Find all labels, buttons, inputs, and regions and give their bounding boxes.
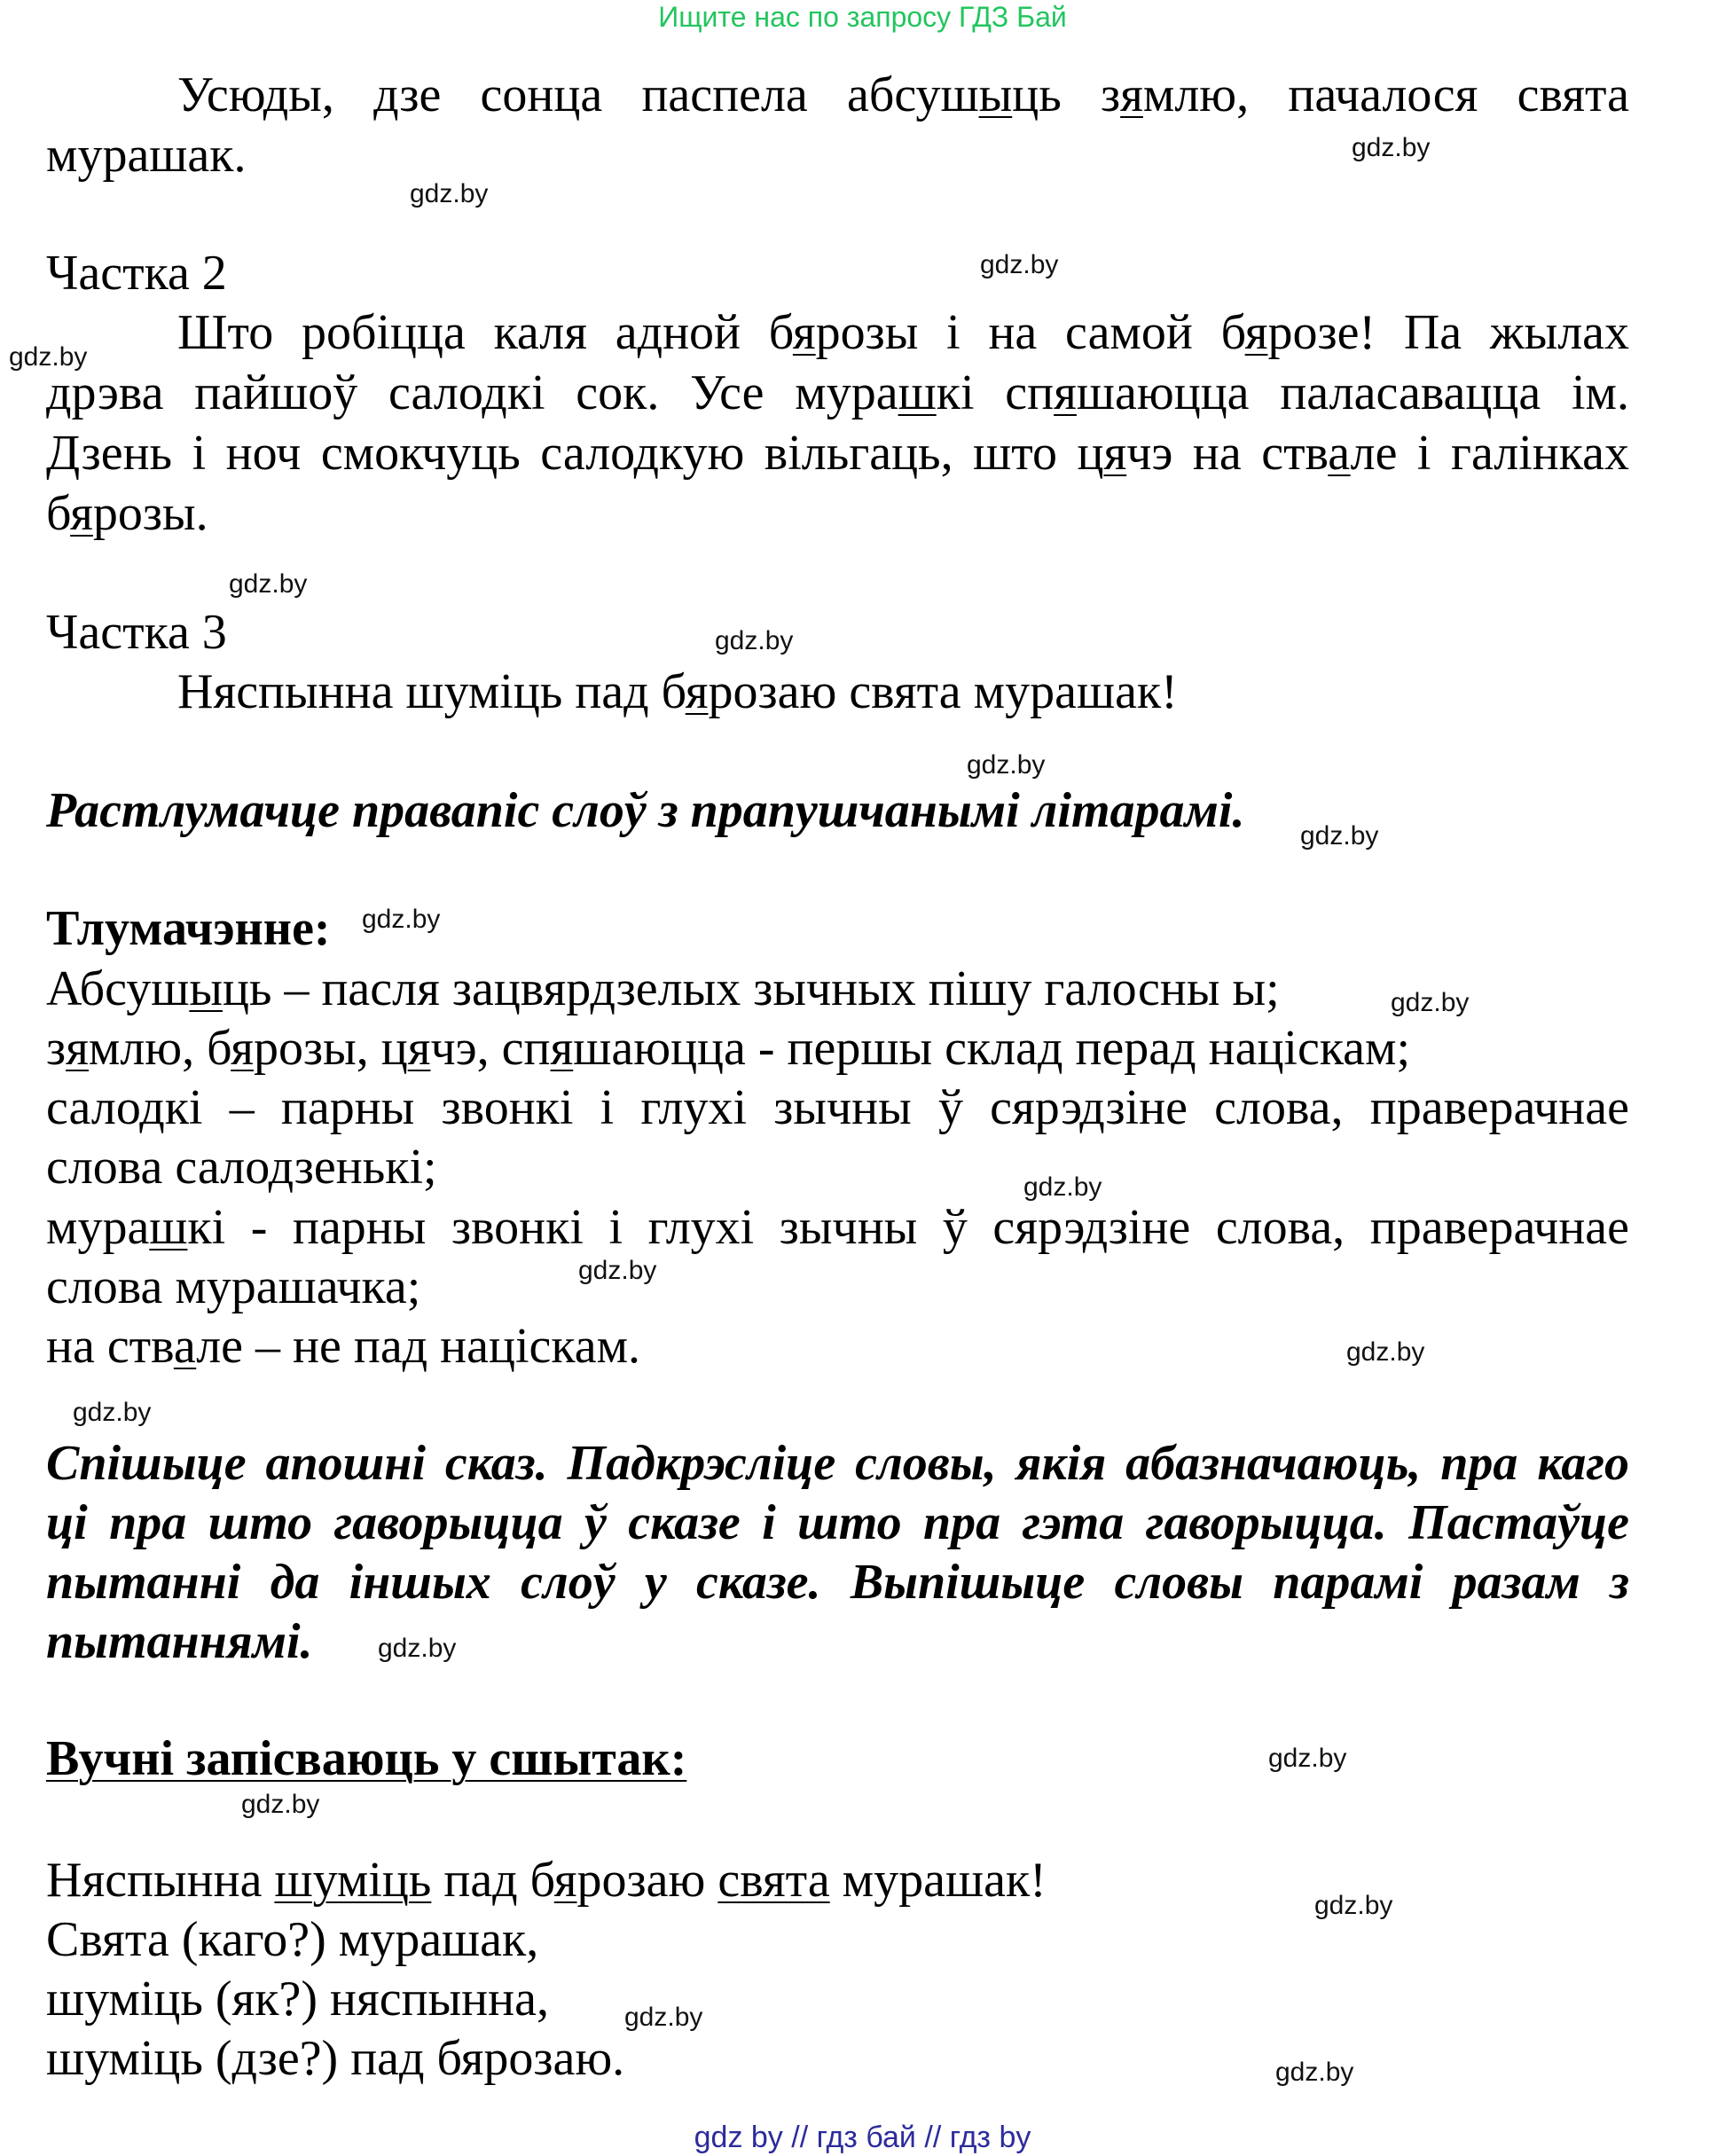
watermark: gdz.by [1352,133,1431,162]
explanation-title: Тлумачэнне: [46,901,331,956]
watermark: gdz.by [1314,1891,1393,1920]
explanation-line-7: на ствале – не пад націскам. [46,1319,641,1374]
watermark: gdz.by [578,1256,657,1285]
explanation-line-5: мурашкі - парны звонкі і глухі зычны ў сярэдзіне слова, праверачнае [46,1200,1629,1255]
watermark: gdz.by [1023,1172,1102,1202]
task-2-line-2: ці пра што гаворыцца ў сказе і што пра гэта гаворыцца. Пастаўце [46,1495,1629,1550]
notebook-line-2: Свята (каго?) мурашак, [46,1912,539,1967]
watermark: gdz.by [1275,2058,1354,2087]
watermark: gdz.by [624,2003,703,2032]
watermark: gdz.by [715,626,794,655]
watermark: gdz.by [980,250,1059,279]
watermark: gdz.by [9,342,88,372]
part2-line-3: Дзень і ноч смокчуць салодкую вільгаць, што цячэ на ствале і галінках [46,426,1629,481]
footer-links[interactable]: gdz by // гдз бай // гдз by [694,2121,1031,2154]
watermark: gdz.by [378,1634,457,1663]
part3-title: Частка 3 [46,605,227,660]
explanation-line-2: зямлю, бярозы, цячэ, спяшаюцца - першы склад перад націскам; [46,1021,1411,1076]
watermark: gdz.by [1346,1337,1425,1367]
explanation-line-3: салодкі – парны звонкі і глухі зычны ў сярэдзіне слова, праверачнае [46,1080,1629,1135]
watermark: gdz.by [229,569,308,599]
task-1-heading: Растлумачце правапіс слоў з прапушчанымі літарамі. [46,783,1245,838]
watermark: gdz.by [1268,1744,1347,1773]
intro-line-2: мурашак. [46,128,247,183]
header-banner[interactable]: Ищите нас по запросу ГДЗ Бай [658,1,1067,33]
explanation-line-4: слова салодзенькі; [46,1140,437,1195]
notebook-line-3: шуміць (як?) няспынна, [46,1972,549,2027]
intro-line-1: Усюды, дзе сонца паспела абсушыць зямлю, пачалося свята [177,67,1629,122]
watermark: gdz.by [410,179,489,208]
part2-line-1: Што робіцца каля адной бярозы і на самой бярозе! Па жылах [177,305,1629,360]
task-2-line-3: пытанні да іншых слоў у сказе. Выпішыце словы парамі разам з [46,1555,1629,1610]
notebook-title: Вучні запісваюць у сшытак: [46,1731,687,1786]
watermark: gdz.by [967,750,1046,780]
part2-line-4: бярозы. [46,486,208,541]
notebook-line-1: Няспынна шуміць пад бярозаю свята мурашак! [46,1853,1047,1908]
watermark: gdz.by [241,1790,320,1819]
watermark: gdz.by [362,905,441,934]
explanation-line-6: слова мурашачка; [46,1259,421,1314]
watermark: gdz.by [1391,988,1470,1017]
watermark: gdz.by [73,1398,152,1427]
task-2-line-1: Спішыце апошні сказ. Падкрэсліце словы, якія абазначаюць, пра каго [46,1436,1629,1491]
part2-line-2: дрэва пайшоў салодкі сок. Усе мурашкі спяшаюцца паласавацца ім. [46,365,1629,420]
part3-line-1: Няспынна шуміць пад бярозаю свята мурашак! [177,664,1178,719]
task-2-line-4: пытаннямі. [46,1614,313,1669]
notebook-line-4: шуміць (дзе?) пад бярозаю. [46,2031,625,2086]
part2-title: Частка 2 [46,246,227,301]
watermark: gdz.by [1300,821,1379,851]
explanation-line-1: Абсушыць – пасля зацвярдзелых зычных пішу галосны ы; [46,961,1280,1016]
